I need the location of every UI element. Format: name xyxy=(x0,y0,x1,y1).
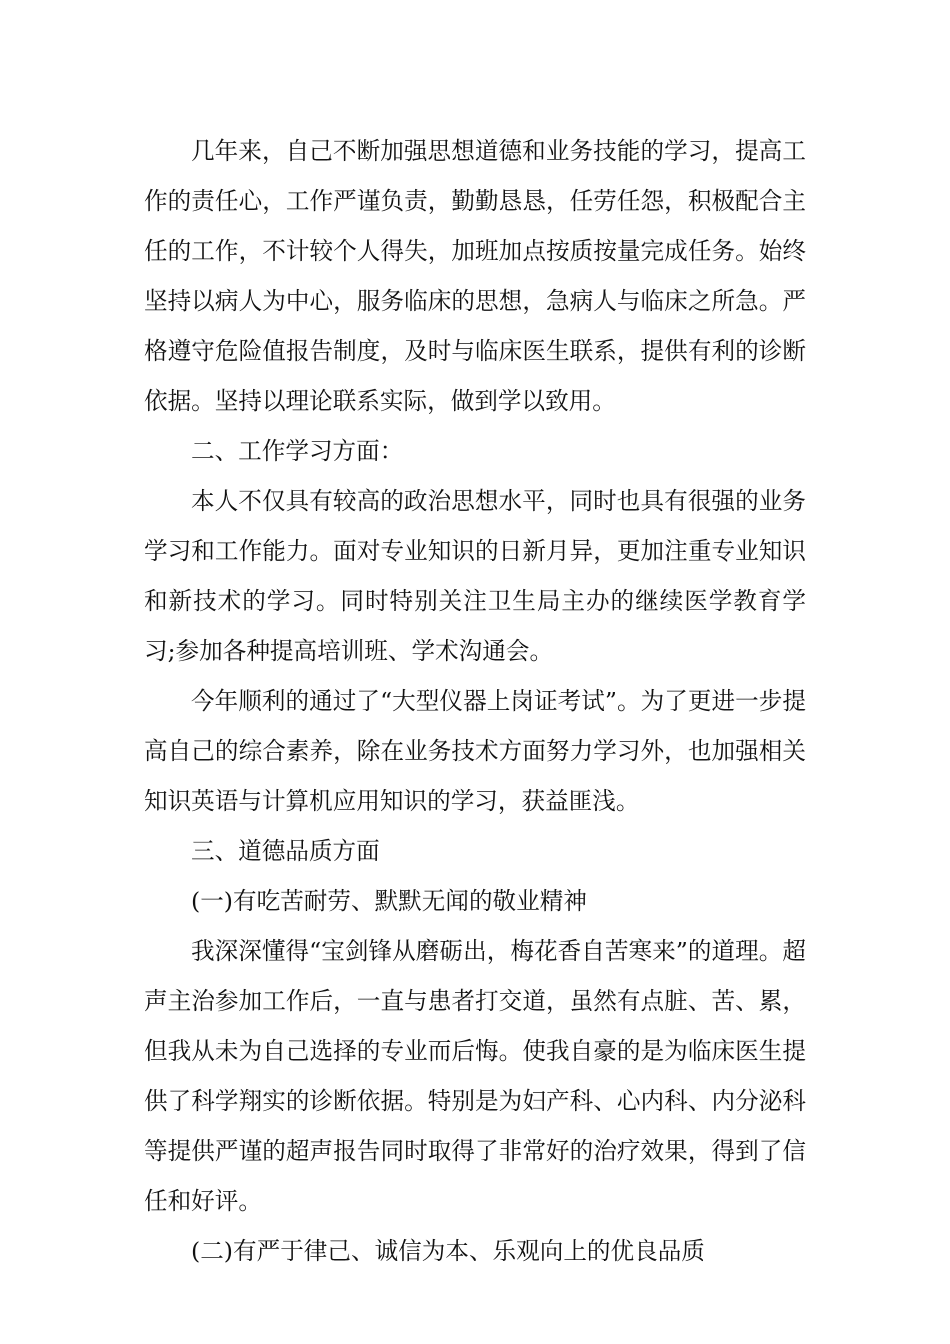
paragraph-work-attitude: 几年来，自己不断加强思想道德和业务技能的学习，提高工作的责任心，工作严谨负责，勤勤恳恳，任劳任怨，积极配合主任的工作，不计较个人得失，加班加点按质按量完成任务。始终坚持以病人为中心，服务临床的思想，急病人与临床之所急。严格遵守危险值报告制度，及时与临床医生联系，提供有利的诊断依据。坚持以理论联系实际，做到学以致用。 xyxy=(144,137,806,415)
section-heading-work-study: 二、工作学习方面： xyxy=(191,437,404,465)
paragraph-ultrasound-work: 我深深懂得“宝剑锋从磨砺出，梅花香自苦寒来”的道理。超声主治参加工作后，一直与患者打交道，虽然有点脏、苦、累，但我从未为自己选择的专业而后悔。使我自豪的是为临床医生提供了科学翔实的诊断依据。特别是为妇产科、心内科、内分泌科等提供严谨的超声报告同时取得了非常好的治疗效果，得到了信任和好评。 xyxy=(144,937,806,1215)
paragraph-study-ability: 本人不仅具有较高的政治思想水平，同时也具有很强的业务学习和工作能力。面对专业知识的日新月异，更加注重专业知识和新技术的学习。同时特别关注卫生局主办的继续医学教育学习;参加各种提高培训班、学术沟通会。 xyxy=(144,487,806,665)
subheading-dedication: (一)有吃苦耐劳、默默无闻的敬业精神 xyxy=(191,887,587,915)
section-heading-moral-quality: 三、道德品质方面 xyxy=(191,837,380,865)
subheading-self-discipline: (二)有严于律己、诚信为本、乐观向上的优良品质 xyxy=(191,1237,705,1265)
paragraph-certificate-exam: 今年顺利的通过了“大型仪器上岗证考试”。为了更进一步提高自己的综合素养，除在业务技术方面努力学习外，也加强相关知识英语与计算机应用知识的学习，获益匪浅。 xyxy=(144,687,806,815)
